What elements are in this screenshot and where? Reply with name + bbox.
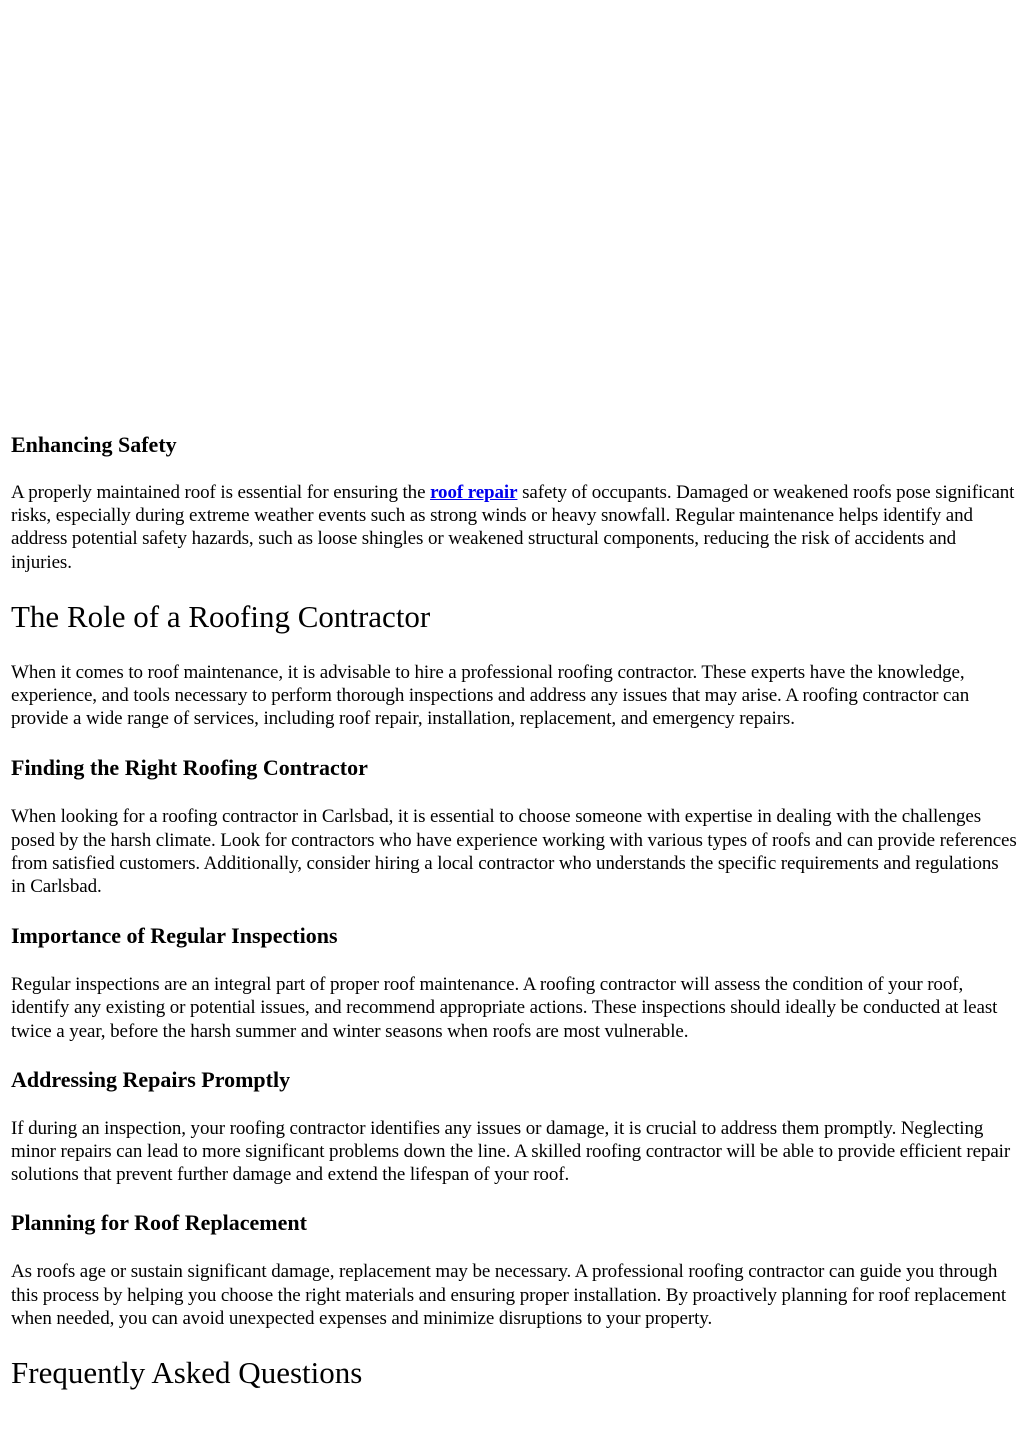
heading-finding-right-contractor: Finding the Right Roofing Contractor [11, 755, 368, 781]
document-page [11, 0, 1017, 1391]
paragraph-finding-right-contractor: When looking for a roofing contractor in Carlsbad, it is essential to choose someone with expertise in dealing with the challenges posed by the harsh climate. Look for contractors who have experience working with various types of roofs and can provide references from satisfied customers. Additionally, consider hiring a local contractor who understands the specific requirements and regulations in Carlsbad. [11, 806, 1017, 898]
heading-roof-replacement: Planning for Roof Replacement [11, 1210, 307, 1236]
paragraph-roof-replacement: As roofs age or sustain significant damage, replacement may be necessary. A professional roofing contractor can guide you through this process by helping you choose the right materials and ensuring proper installation. By proactively planning for roof replacement when needed, you can avoid unexpected expenses and minimize disruptions to your property. [11, 1261, 1007, 1329]
safety-text-before-link: A properly maintained roof is essential for ensuring the [11, 482, 431, 503]
heading-addressing-repairs: Addressing Repairs Promptly [11, 1066, 291, 1092]
safety-text-after-link: safety of occupants. Damaged or weakened roofs pose significant risks, especially during extreme weather events such as strong winds or heavy snowfall. Regular maintenance helps identify and address potential safety hazards, such as loose shingles or weakened structural components, reducing the risk of accidents and injuries. [11, 482, 1015, 573]
roof-repair-link[interactable]: roof repair [430, 482, 518, 503]
paragraph-role-of-roofing-contractor: When it comes to roof maintenance, it is advisable to hire a professional roofing contractor. These experts have the knowledge, experience, and tools necessary to perform thorough inspections and address any issues that may arise. A roofing contractor can provide a wide range of services, including roof repair, installation, replacement, and emergency repairs. [11, 661, 970, 730]
heading-role-of-roofing-contractor: The Role of a Roofing Contractor [11, 598, 431, 634]
paragraph-regular-inspections: Regular inspections are an integral part of proper roof maintenance. A roofing contractor will assess the condition of your roof, identify any existing or potential issues, and recommend appropriate actions. These inspections should ideally be conducted at least twice a year, before the harsh summer and winter seasons when roofs are most vulnerable. [11, 974, 998, 1042]
paragraph-enhancing-safety [11, 481, 1017, 574]
heading-regular-inspections: Importance of Regular Inspections [11, 923, 338, 949]
heading-enhancing-safety: Enhancing Safety [11, 432, 177, 457]
blank-top-area [11, 0, 1017, 428]
paragraph-addressing-repairs: If during an inspection, your roofing contractor identifies any issues or damage, it is crucial to address them promptly. Neglecting minor repairs can lead to more significant problems down the line. A skilled roofing contractor will be able to provide efficient repair solutions that prevent further damage and extend the lifespan of your roof. [11, 1117, 1011, 1186]
heading-faq: Frequently Asked Questions [11, 1355, 363, 1391]
